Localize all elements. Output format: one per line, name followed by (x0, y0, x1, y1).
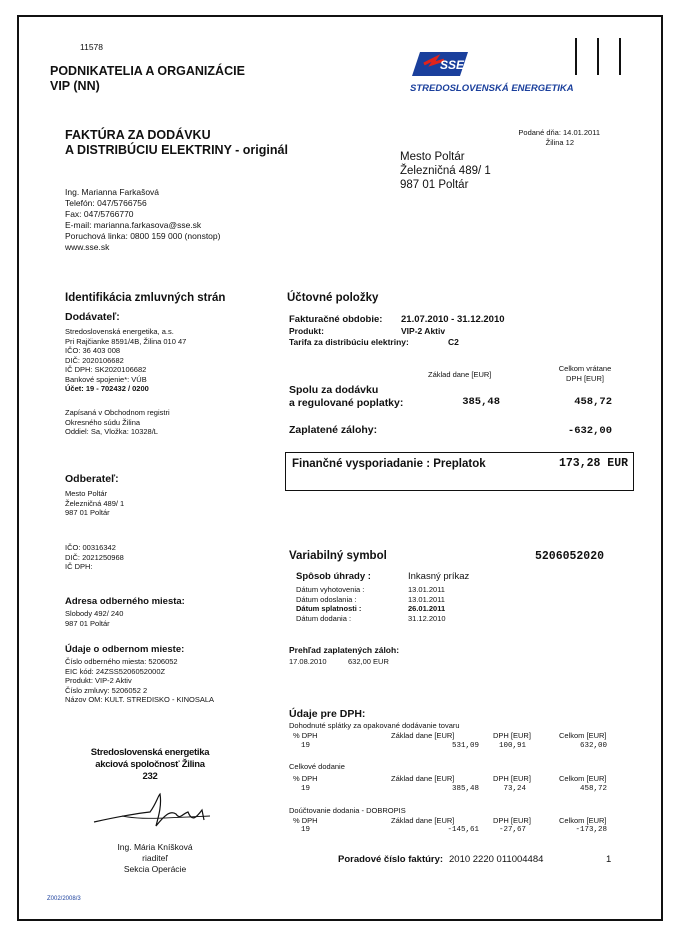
sum-label (289, 384, 403, 410)
vat-total-header: Celkom [EUR] (559, 774, 607, 783)
supplier-address: Pri Rajčianke 8591/4B, Žilina 010 47 (65, 336, 187, 346)
supplier-ico: IČO: 36 403 008 (65, 346, 121, 355)
customer-dic: DIČ: 2021250968 (65, 552, 124, 562)
vat-rate-header: % DPH (293, 816, 318, 825)
issued-date-value: 13.01.2011 (408, 585, 445, 594)
issued-date-label: Dátum vyhotovenia : (296, 585, 365, 594)
settlement-label: Finančné vysporiadanie : Preplatok (292, 458, 486, 470)
page-number: 1 (606, 854, 612, 865)
contract-number: Číslo zmluvy: 5206052 2 (65, 685, 148, 695)
vat-total-value: -173,28 (575, 826, 607, 834)
total-header-line: DPH [EUR] (566, 373, 604, 383)
supplier-dic: DIČ: 2020106682 (65, 355, 124, 365)
delivery-date-label: Dátum dodania : (296, 613, 352, 623)
delivery-address-label: Adresa odberného miesta: (65, 596, 185, 607)
vat-base-value: 531,09 (451, 742, 479, 750)
supplier-vat-id: IČ DPH: SK2020106682 (65, 365, 147, 374)
envelope-window-mark (597, 38, 599, 75)
vat-amount-header: DPH [EUR] (493, 731, 531, 740)
product-label: Produkt: (289, 326, 324, 336)
paid-advances-value: -632,00 (567, 425, 612, 437)
vat-block (289, 762, 629, 798)
registry-line: Okresného súdu Žilina (65, 417, 141, 427)
delivery-street: Slobody 492/ 240 (65, 609, 124, 618)
customer-segment-line1: PODNIKATELIA A ORGANIZÁCIE (50, 64, 245, 78)
billing-period-value: 21.07.2010 - 31.12.2010 (401, 314, 505, 325)
document-number: 11578 (80, 42, 104, 52)
customer-city: 987 01 Poltár (65, 508, 110, 517)
advance-amount: 632,00 EUR (348, 657, 389, 666)
vat-amount-value: -27,67 (498, 826, 526, 834)
base-column-header: Základ dane [EUR] (428, 370, 492, 379)
due-date-value: 26.01.2011 (408, 604, 446, 613)
customer-ids (65, 543, 124, 572)
vat-block (289, 806, 629, 842)
recipient-city: 987 01 Poltár (400, 179, 469, 191)
contact-phone: Telefón: 047/5766756 (65, 198, 147, 208)
advance-date: 17.08.2010 (289, 657, 327, 666)
recipient-street: Železničná 489/ 1 (400, 165, 491, 177)
due-date-label: Dátum splatnosti : (296, 604, 362, 613)
vat-total-value: 458,72 (579, 785, 607, 793)
sent-date-label: Dátum odoslania : (296, 594, 357, 604)
contact-email: E-mail: marianna.farkasova@sse.sk (65, 220, 202, 230)
registry-line: Zapísaná v Obchodnom registri (65, 408, 170, 417)
total-header-line: Celkom vrátane (558, 364, 612, 373)
variable-symbol-label: Variabilný symbol (289, 550, 387, 562)
product-value: VIP-2 Aktiv (401, 326, 446, 336)
vat-amount-value: 100,91 (498, 742, 526, 750)
logo-text: SSE (440, 58, 465, 72)
stamp-line: Stredoslovenská energetika (90, 747, 210, 758)
eic-code: EIC kód: 24ZSS5206052000Z (65, 666, 166, 676)
vat-total-value: 632,00 (579, 742, 607, 750)
supplier-details (65, 327, 186, 394)
contact-person: Ing. Marianna Farkašová (65, 187, 160, 197)
date-labels (296, 585, 364, 623)
vat-base-value: 385,48 (451, 785, 479, 793)
invoice-serial-value: 2010 2220 011004484 (449, 854, 544, 865)
customer-details (65, 489, 124, 518)
supply-point-name: Názov OM: KULT. STREDISKO - KINOSALA (65, 695, 215, 704)
supplier-label: Dodávateľ: (65, 311, 120, 323)
date-values (408, 585, 446, 623)
supplier-bank: Bankové spojenie*: VÚB (65, 374, 147, 384)
customer-segment-line2: VIP (NN) (50, 79, 100, 93)
tariff-label: Tarifa za distribúciu elektriny: (289, 337, 409, 347)
signer-role: riaditeľ (142, 853, 168, 863)
tariff-value: C2 (448, 337, 459, 347)
paid-advances-label: Zaplatené zálohy: (289, 424, 378, 436)
delivery-date-value: 31.12.2010 (408, 613, 446, 623)
delivery-address (65, 609, 123, 628)
vat-block-caption: Doúčtovanie dodania - DOBROPIS (289, 806, 406, 815)
customer-vat-id: IČ DPH: (65, 562, 93, 571)
billing-section-title: Účtovné položky (287, 292, 379, 304)
vat-section-title: Údaje pre DPH: (289, 708, 366, 720)
posted-date: Podané dňa: 14.01.2011 (518, 128, 600, 137)
logo-company-name: STREDOSLOVENSKÁ ENERGETIKA (410, 83, 574, 94)
sum-label-line: Spolu za dodávku (289, 384, 379, 396)
invoice-serial-label: Poradové číslo faktúry: (338, 854, 444, 865)
invoice-title-line2: A DISTRIBÚCIU ELEKTRINY - originál (65, 143, 288, 157)
vat-block (289, 721, 629, 757)
vat-rate-value: 19 (301, 785, 311, 793)
customer-street: Železničná 489/ 1 (65, 498, 125, 508)
registry-info (65, 408, 170, 437)
signer-department: Sekcia Operácie (123, 864, 187, 874)
stamp-line: akciová spoločnosť Žilina (95, 759, 205, 770)
envelope-window-mark (619, 38, 621, 75)
contact-block (65, 187, 220, 253)
settlement-value: 173,28 EUR (558, 457, 628, 470)
vat-block-caption: Dohodnuté splátky za opakované dodávanie tovaru (289, 721, 460, 730)
parties-section-title: Identifikácia zmluvných strán (65, 292, 226, 304)
customer-label: Odberateľ: (65, 473, 119, 485)
post-office: Žilina 12 (545, 138, 574, 147)
invoice-title-line1: FAKTÚRA ZA DODÁVKU (65, 128, 211, 142)
sse-logo-icon (410, 50, 468, 78)
sum-label-line: a regulované poplatky: (289, 397, 404, 409)
vat-base-header: Základ dane [EUR] (391, 816, 455, 825)
vat-rate-value: 19 (301, 826, 311, 834)
form-code: Z002/2008/3 (47, 896, 81, 902)
supply-product: Produkt: VIP-2 Aktiv (65, 676, 132, 685)
delivery-city: 987 01 Poltár (65, 618, 110, 628)
vat-rate-header: % DPH (293, 731, 318, 740)
contact-website: www.sse.sk (65, 242, 110, 252)
payment-method-value: Inkasný príkaz (408, 571, 470, 582)
customer-name: Mesto Poltár (65, 489, 108, 498)
contact-fax: Fax: 047/5766770 (65, 209, 134, 219)
vat-amount-value: 73,24 (503, 785, 526, 793)
billing-period-label: Fakturačné obdobie: (289, 314, 383, 325)
company-stamp (60, 747, 240, 783)
vat-rate-header: % DPH (293, 774, 318, 783)
registry-line: Oddiel: Sa, Vložka: 10328/L (65, 427, 158, 436)
recipient-address (400, 150, 491, 192)
signer-name: Ing. Mária Kníšková (117, 842, 193, 852)
vat-rate-value: 19 (301, 742, 311, 750)
vat-base-header: Základ dane [EUR] (391, 731, 455, 740)
vat-total-header: Celkom [EUR] (559, 816, 607, 825)
sent-date-value: 13.01.2011 (408, 594, 445, 604)
payment-method-label: Spôsob úhrady : (296, 571, 371, 582)
vat-base-header: Základ dane [EUR] (391, 774, 455, 783)
vat-amount-header: DPH [EUR] (493, 774, 531, 783)
contact-hotline: Poruchová linka: 0800 159 000 (nonstop) (65, 231, 221, 241)
sum-base-value: 385,48 (462, 396, 500, 408)
vat-total-header: Celkom [EUR] (559, 731, 607, 740)
stamp-line: 232 (142, 771, 158, 782)
envelope-window-mark (575, 38, 577, 75)
supply-point-label: Údaje o odbernom mieste: (65, 644, 185, 655)
customer-ico: IČO: 00316342 (65, 543, 116, 552)
signature-icon (92, 792, 212, 832)
vat-block-caption: Celkové dodanie (289, 762, 345, 771)
total-column-header (540, 364, 630, 383)
vat-base-value: -145,61 (447, 826, 479, 834)
supply-point-details (65, 657, 214, 705)
recipient-name: Mesto Poltár (400, 151, 465, 163)
advances-overview-label: Prehľad zaplatených záloh: (289, 645, 400, 655)
settlement-box (285, 452, 634, 491)
supplier-account: Účet: 19 - 702432 / 0200 (65, 384, 149, 393)
sum-total-value: 458,72 (574, 396, 612, 408)
supplier-name: Stredoslovenská energetika, a.s. (65, 327, 174, 336)
vat-amount-header: DPH [EUR] (493, 816, 531, 825)
signer-block (80, 842, 230, 875)
supply-point-number: Číslo odberného miesta: 5206052 (65, 657, 178, 666)
variable-symbol-value: 5206052020 (534, 550, 604, 563)
